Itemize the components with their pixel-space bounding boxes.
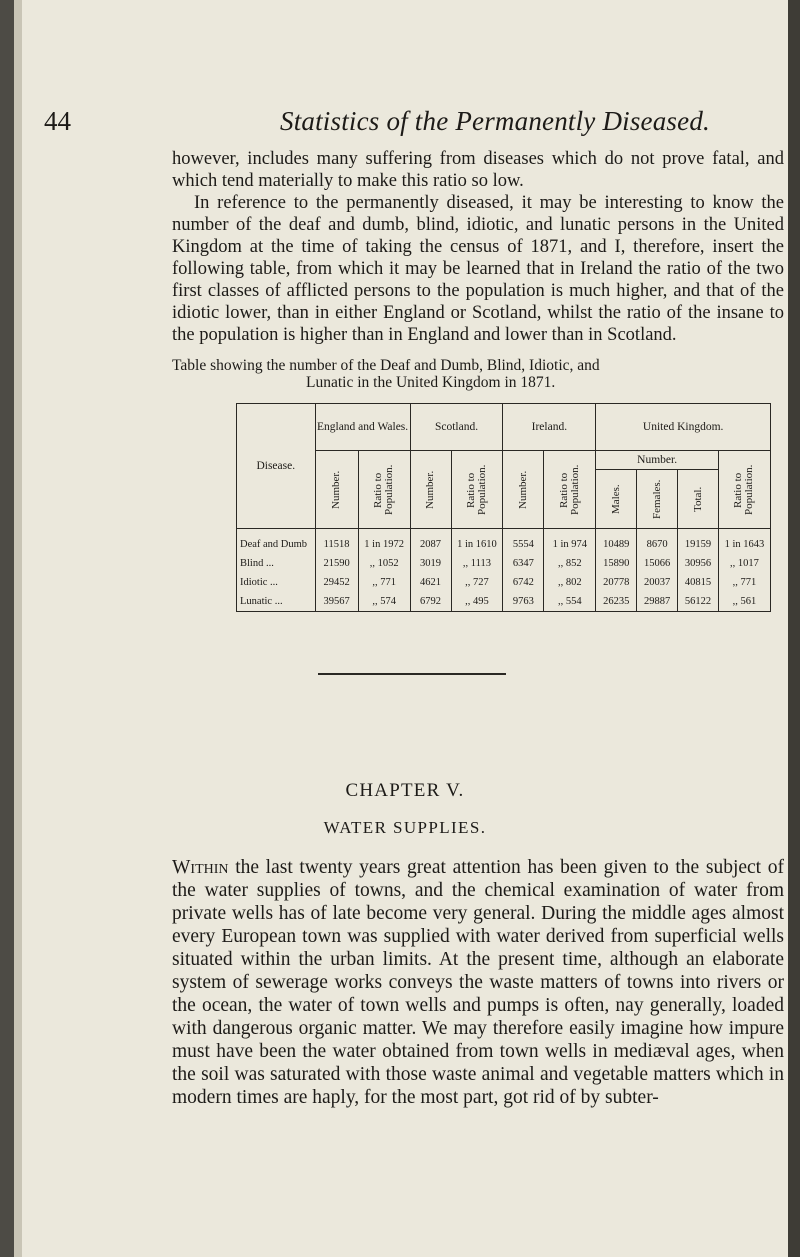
sco-ratio-col: Ratio to Population. — [451, 451, 503, 529]
table-row: Deaf and Dumb 11518 1 in 1972 2087 1 in 1610 5554 1 in 974 10489 8670 19159 1 in 1643 — [237, 529, 771, 555]
table-caption — [172, 357, 782, 391]
disease-header: Disease. — [237, 404, 316, 529]
england-header: England and Wales. — [315, 404, 410, 451]
table-row: Lunatic ... 39567 ,, 574 6792 ,, 495 9763 ,, 554 26235 29887 56122 ,, 561 — [237, 592, 771, 612]
uk-total-col: Total. — [678, 470, 719, 529]
eng-ratio-col: Ratio to Population. — [358, 451, 410, 529]
chapter-paragraph — [172, 856, 784, 1109]
paragraph-2: In reference to the permanently diseased, it may be interesting to know the number of the deaf and dumb, blind, idiotic, and lunatic persons in the United Kingdom at the time of taking the census of 1871, and I, therefore, insert the following table, from which it may be learned that in Ireland the ratio of the two first classes of afflicted persons to the population is much higher, and that of the idiotic lower, than in either England or Scotland, whilst the ratio of the insane to the population is higher than in England and lower than in Scotland. — [172, 193, 784, 345]
lead-word: Within — [172, 857, 229, 878]
uk-ratio-col: Ratio to Population. — [718, 451, 770, 529]
disease-statistics-table — [236, 403, 771, 612]
book-page — [22, 0, 788, 1257]
page-header — [22, 106, 788, 146]
table-row: Idiotic ... 29452 ,, 771 4621 ,, 727 6742 ,, 802 20778 20037 40815 ,, 771 — [237, 573, 771, 592]
chapter-title: WATER SUPPLIES. — [323, 818, 487, 837]
eng-number-col: Number. — [315, 451, 358, 529]
uk-males-col: Males. — [596, 470, 637, 529]
intro-text — [172, 148, 784, 346]
page-number: 44 — [44, 106, 71, 136]
uk-number-header: Number. — [596, 451, 719, 470]
page-gutter — [14, 0, 22, 1257]
table-caption-line-1: Table showing the number of the Deaf and Dumb, Blind, Idiotic, and — [172, 357, 600, 374]
uk-females-col: Females. — [637, 470, 678, 529]
table-row: Blind ... 21590 ,, 1052 3019 ,, 1113 6347 ,, 852 15890 15066 30956 ,, 1017 — [237, 554, 771, 573]
table-caption-line-2: Lunatic in the United Kingdom in 1871. — [306, 374, 556, 391]
running-title: Statistics of the Permanently Diseased. — [280, 106, 710, 136]
uk-header: United Kingdom. — [596, 404, 771, 451]
scotland-header: Scotland. — [410, 404, 503, 451]
ire-number-col: Number. — [503, 451, 544, 529]
book-edge-shadow — [788, 0, 800, 1257]
chapter-text — [172, 856, 784, 1109]
ireland-header: Ireland. — [503, 404, 596, 451]
section-divider — [318, 673, 506, 675]
paragraph-1: however, includes many suffering from diseases which do not prove fatal, and which tend materially to make this ratio so low. — [172, 149, 784, 191]
book-spine-shadow — [0, 0, 14, 1257]
ire-ratio-col: Ratio to Population. — [544, 451, 596, 529]
chapter-paragraph-body: the last twenty years great attention has been given to the subject of the water supplies of towns, and the chemical examination of water from private wells has of late become very general. During the middle ages almost every European town was supplied with water derived from superficial wells situated within the urban limits. At the present time, although an elaborate system of sewerage works conveys the waste matters of towns into rivers or the ocean, the water of town wells and pumps is often, nay generally, loaded with dangerous organic matter. We may therefore easily imagine how impure must have been the water obtained from town wells in mediæval ages, when the soil was saturated with those waste animal and vegetable matters which in modern times are haply, for the most part, got rid of by subter- — [172, 857, 785, 1108]
sco-number-col: Number. — [410, 451, 451, 529]
chapter-number: CHAPTER V. — [345, 780, 465, 801]
